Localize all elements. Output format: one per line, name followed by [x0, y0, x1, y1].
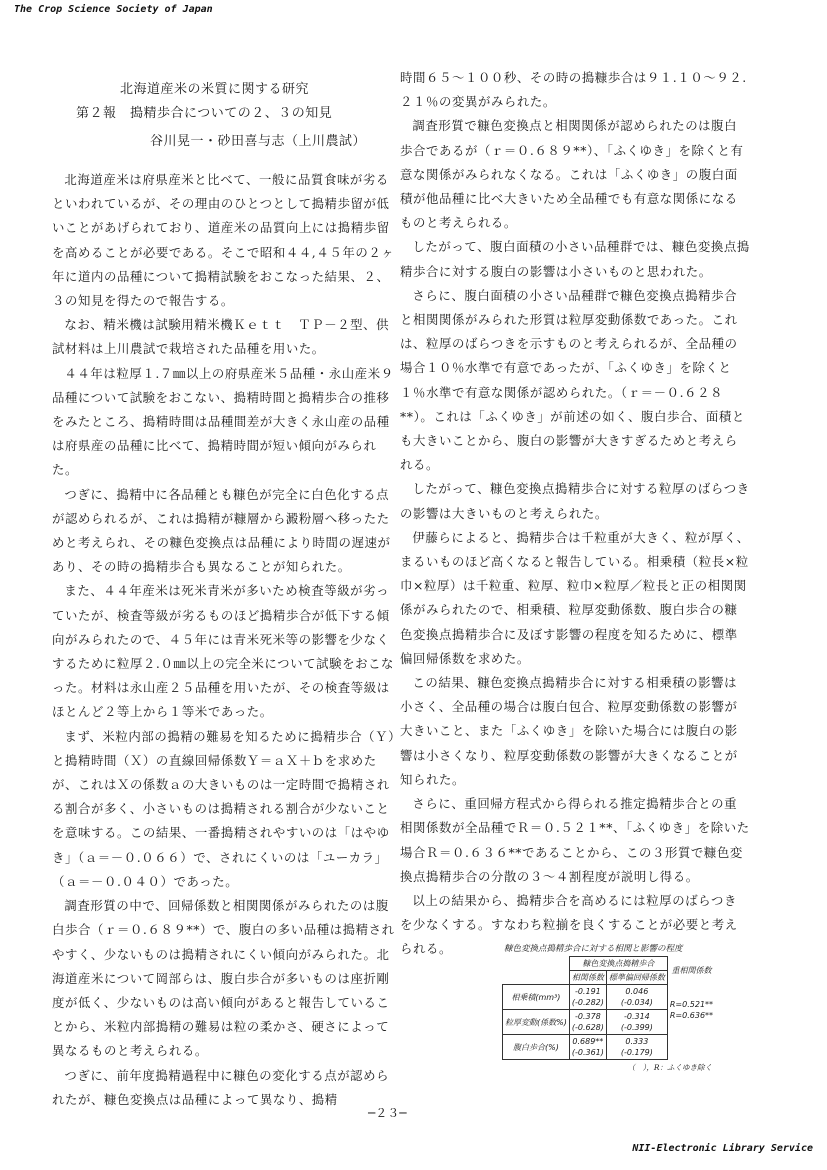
journal-header: The Crop Science Society of Japan	[14, 4, 213, 15]
footer-credit: NII-Electronic Library Service	[632, 1143, 813, 1154]
handwritten-table	[502, 942, 718, 1073]
paragraph: 調査形質で糠色変換点と相関関係が認められたのは腹白歩合であるが（ｒ＝０.６８９**）、「ふくゆき」を除くと有意な関係がみられなくなる。これは「ふくゆき」の腹白面積が他品種に比べ大きいため全品種でも有意な関係になるものと考えられる。	[400, 118, 744, 231]
paragraph: さらに、腹白面積の小さい品種群で糠色変換点搗精歩合と相関関係がみられた形質は粒厚変動係数であった。これは、粒厚のばらつきを示すものと考えられるが、全品種の場合１０％水準で有意であったが、「ふくゆき」を除くと１％水準で有意な関係が認められた。（ｒ＝－０.６２８**）。これは「ふくゆき」が前述の如く、腹白歩合、面積とも大きいことから、腹白の影響が大きすぎるためと考えられる。	[400, 287, 745, 473]
paragraph: 調査形質の中で、回帰係数と相関関係がみられたのは腹白歩合（ｒ＝０.６８９**）で、腹白の多い品種は搗精されやすく、少ないものは搗精されにくい傾向がみられた。北海道産米について岡部らは、腹白歩合が多いものは座折剛度が低く、少ないものは高い傾向があると報告していることから、米粒内部搗精の難易は粒の柔かさ、硬さによって異なるものと考えられる。	[52, 898, 395, 1059]
authors: 谷川晃一・砂田喜与志（上川農試）	[150, 134, 367, 149]
row-label: 相乗積(mm³)	[503, 985, 570, 1010]
paragraph: 伊藤らによると、搗精歩合は千粒重が大きく、粒が厚く、まるいものほど高くなると報告している。相乗積（粒長×粒巾×粒厚）は千粒重、粒厚、粒巾×粒厚／粒長と正の相関関係がみられたので、相乗積、粒厚変動係数、腹白歩合の糠色変換点搗精歩合に及ぼす影響の程度を知るために、標準偏回帰係数を求めた。	[400, 529, 750, 666]
cell-b: 0.046 (-0.034)	[606, 985, 667, 1010]
table-row	[503, 1035, 716, 1060]
data-table	[502, 956, 715, 1060]
row-label: 腹白歩合(%)	[503, 1035, 570, 1060]
paper-subtitle: 第２報 搗精歩合についての２、３の知見	[76, 106, 333, 121]
paragraph: まず、米粒内部の搗精の難易を知るために搗精歩合（Ｙ）と搗精時間（Ｘ）の直線回帰係数Ｙ＝ａＸ＋ｂを求めたが、これはＸの係数ａの大きいものは一定時間で搗精される割合が多く、小さいものは搗精される割合が少ないことを意味する。この結果、一番搗精されやすいのは「はやゆき」（ａ＝－０.０６６）で、されにくいのは「ユーカラ」（ａ＝－０.０４０）であった。	[52, 728, 395, 889]
table-head-sub: 相関係数	[569, 971, 606, 985]
paper-title: 北海道産米の米質に関する研究	[120, 82, 310, 97]
paragraph: 北海道産米は府県産米と比べて、一般に品質食味が劣るといわれているが、その理由のひとつとして搗精歩留が低いことがあげられており、道産米の品質向上には搗精歩留を高めることが必要である。そこで昭和４４,４５年の２ヶ年に道内の品種について搗精試験をおこなった結果、２、３の知見を得たので報告する。	[52, 172, 395, 309]
page-number: ─２３─	[368, 1106, 407, 1120]
left-column	[52, 168, 398, 1112]
right-column	[400, 66, 750, 962]
cell-r: -0.378 (-0.628)	[569, 1010, 606, 1035]
paragraph: したがって、糠色変換点搗精歩合に対する粒厚のばらつきの影響は大きいものと考えられた。	[400, 481, 750, 521]
paragraph: 以上の結果から、搗精歩合を高めるには粒厚のばらつきを少なくする。すなわち粒揃を良くすることが必要と考えられる。	[400, 892, 738, 957]
paragraph: さらに、重回帰方程式から得られる推定搗精歩合との重相関係数が全品種でＲ＝０.５２１**、「ふくゆき」を除いた場合Ｒ＝０.６３６**であることから、この３形質で糠色変換点搗精歩合の分散の３～４割程度が説明し得る。	[400, 796, 750, 884]
table-note: （ ），R：ふくゆき除く	[627, 1063, 712, 1072]
paragraph: なお、精米機は試験用精米機Ｋｅｔｔ ＴＰ－２型、供試材料は上川農試で栽培された品種を用いた。	[52, 317, 390, 357]
cell-multi: R=0.521** R=0.636**	[669, 999, 714, 1020]
table-row	[503, 985, 716, 1010]
table-corner	[503, 957, 570, 985]
paragraph: つぎに、前年度搗精過程中に糠色の変化する点が認められたが、糠色変換点は品種によって異なり、搗精	[52, 1067, 390, 1107]
row-label: 粒厚変動(係数%)	[503, 1010, 570, 1035]
paragraph: ４４年は粒厚１.７㎜以上の府県産米５品種・永山産米９品種について試験をおこない、搗精時間と搗精歩合の推移をみたところ、搗精時間は品種間差が大きく永山産の品種は府県産の品種に比べて、搗精時間が短い傾向がみられた。	[52, 365, 394, 478]
cell-b: 0.333 (-0.179)	[606, 1035, 667, 1060]
cell-b: -0.314 (-0.399)	[606, 1010, 667, 1035]
table-head-multi: 重相関係数	[671, 966, 712, 975]
paragraph: この結果、糠色変換点搗精歩合に対する相乗積の影響は小さく、全品種の場合は腹白包合、粒厚変動係数の影響が大きいこと、また「ふくゆき」を除いた場合には腹白の影響は小さくなり、粒厚変動係数の影響が大きくなることが知られた。	[400, 675, 738, 787]
paragraph: つぎに、搗精中に各品種とも糠色が完全に白色化する点が認められるが、これは搗精が糠層から澱粉層へ移ったためと考えられ、その糠色変換点は品種により時間の遅速があり、その時の搗精歩合も異なることが知られた。	[52, 486, 391, 575]
paragraph: したがって、腹白面積の小さい品種群では、糠色変換点搗精歩合に対する腹白の影響は小さいものと思われた。	[400, 239, 750, 279]
table-head-sub: 標準偏回帰係数	[606, 971, 667, 985]
paragraph: 時間６５～１００秒、その時の搗糠歩合は９１.１０～９２.２１％の変異がみられた。	[400, 70, 747, 110]
cell-r: 0.689** (-0.361)	[569, 1035, 606, 1060]
table-head-group: 糠色変換点搗精歩合	[569, 957, 667, 971]
paragraph: また、４４年産米は死米青米が多いため検査等級が劣っていたが、検査等級が劣るものほど搗精歩合が低下する傾向がみられたので、４５年には青米死米等の影響を少なくするために粒厚２.０㎜以上の完全米について試験をおこなった。材料は永山産２５品種を用いたが、その検査等級はほとんど２等上から１等米であった。	[52, 583, 395, 720]
cell-r: -0.191 (-0.282)	[569, 985, 606, 1010]
table-caption: 糠色変換点搗精歩合に対する相関と影響の程度	[504, 944, 683, 954]
